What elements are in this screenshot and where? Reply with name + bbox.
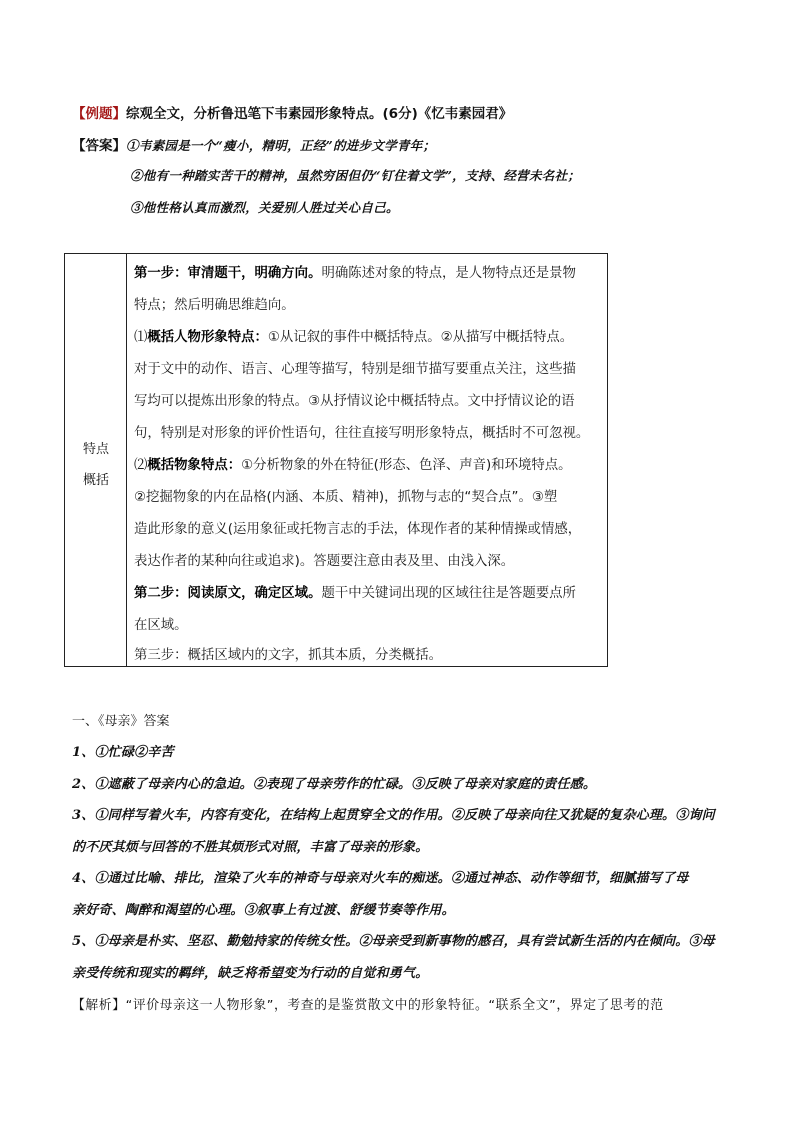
method-table (64, 253, 608, 667)
table-line: 造此形象的意义(运用象征或托物言志的手法，体现作者的某种情操或情感， (134, 522, 582, 537)
table-line: 表达作者的某种向往或追求)。答题要注意由表及里、由浅入深。 (134, 554, 515, 569)
object-text: ①分析物象的外在特征(形态、色泽、声音)和环境特点。 (241, 458, 572, 473)
table-line: 写均可以提炼出形象的特点。③从抒情议论中概括特点。文中抒情议论的语 (134, 394, 575, 409)
example-tag: 【例题】 (72, 106, 126, 122)
example-answer-line-1 (72, 134, 435, 154)
table-line: 特点；然后明确思维趋向。 (134, 298, 295, 313)
answer-tag: 【答案】 (72, 138, 126, 154)
answer-item: 4、①通过比喻、排比，渲染了火车的神奇与母亲对火车的痴迷。②通过神态、动作等细节，细腻描写了母 (72, 871, 689, 886)
table-line: 对于文中的动作、语言、心理等描写，特别是细节描写要重点关注，这些描 (134, 362, 576, 377)
answer-item: 3、①同样写着火车，内容有变化，在结构上起贯穿全文的作用。②反映了母亲向往又犹疑的复杂心理。③询问 (72, 808, 715, 823)
table-line: 句，特别是对形象的评价性语句，往往直接写明形象特点，概括时不可忽视。 (134, 426, 590, 441)
person-heading: 概括人物形象特点： (147, 330, 268, 345)
step2-line (134, 582, 576, 601)
answer-line: ③他性格认真而激烈，关爱别人胜过关心自己。 (130, 200, 399, 215)
person-line (134, 326, 573, 345)
table-label-cell (65, 254, 127, 666)
object-line (134, 454, 572, 473)
table-content-cell (127, 254, 607, 666)
answer-item-continued: 的不厌其烦与回答的不胜其烦形式对照，丰富了母亲的形象。 (72, 840, 429, 855)
analysis-line: 【解析】“评价母亲这一人物形象”，考查的是鉴赏散文中的形象特征。“联系全文”，界定了思考的范 (72, 998, 664, 1013)
answer-item: 5、①母亲是朴实、坚忍、勤勉持家的传统女性。②母亲受到新事物的感召，具有尝试新生活的内在倾向。③母 (72, 934, 715, 949)
table-line: ②挖掘物象的内在品格(内涵、本质、精神)，抓物与志的“契合点”。③塑 (134, 490, 558, 505)
step3-line: 第三步：概括区域内的文字，抓其本质，分类概括。 (134, 648, 442, 663)
answer-item: 2、①遮蔽了母亲内心的急迫。②表现了母亲劳作的忙碌。③反映了母亲对家庭的责任感。 (72, 777, 597, 792)
answer-item-continued: 亲好奇、陶醉和渴望的心理。③叙事上有过渡、舒缓节奏等作用。 (72, 903, 455, 918)
example-question: 综观全文，分析鲁迅笔下韦素园形象特点。(6分)《忆韦素园君》 (126, 106, 513, 122)
object-heading: 概括物象特点： (147, 458, 242, 473)
step2-text: 题干中关键词出现的区域往往是答题要点所 (321, 586, 576, 601)
table-label-line: 概括 (82, 473, 109, 488)
person-text: ①从记叙的事件中概括特点。②从描写中概括特点。 (267, 330, 574, 345)
step1-text: 明确陈述对象的特点，是人物特点还是景物 (321, 266, 576, 281)
section-title: 一、《母亲》答案 (72, 714, 170, 729)
answer-item: 1、①忙碌②辛苦 (72, 745, 174, 760)
example-question-line (72, 102, 512, 122)
step1-line (134, 262, 576, 281)
table-label-line: 特点 (82, 442, 109, 457)
step2-heading: 第二步：阅读原文，确定区域。 (134, 586, 322, 601)
person-prefix: ⑴ (134, 330, 148, 345)
answer-line: ②他有一种踏实苦干的精神，虽然穷困但仍“钉住着文学”，支持、经营未名社； (130, 168, 581, 183)
answer-line: ①韦素园是一个“瘦小，精明，正经”的进步文学青年； (126, 138, 436, 153)
object-prefix: ⑵ (134, 458, 148, 473)
step1-heading: 第一步：审清题干，明确方向。 (134, 266, 322, 281)
table-line: 在区域。 (134, 618, 188, 633)
answer-item-continued: 亲受传统和现实的羁绊，缺乏将希望变为行动的自觉和勇气。 (72, 966, 429, 981)
